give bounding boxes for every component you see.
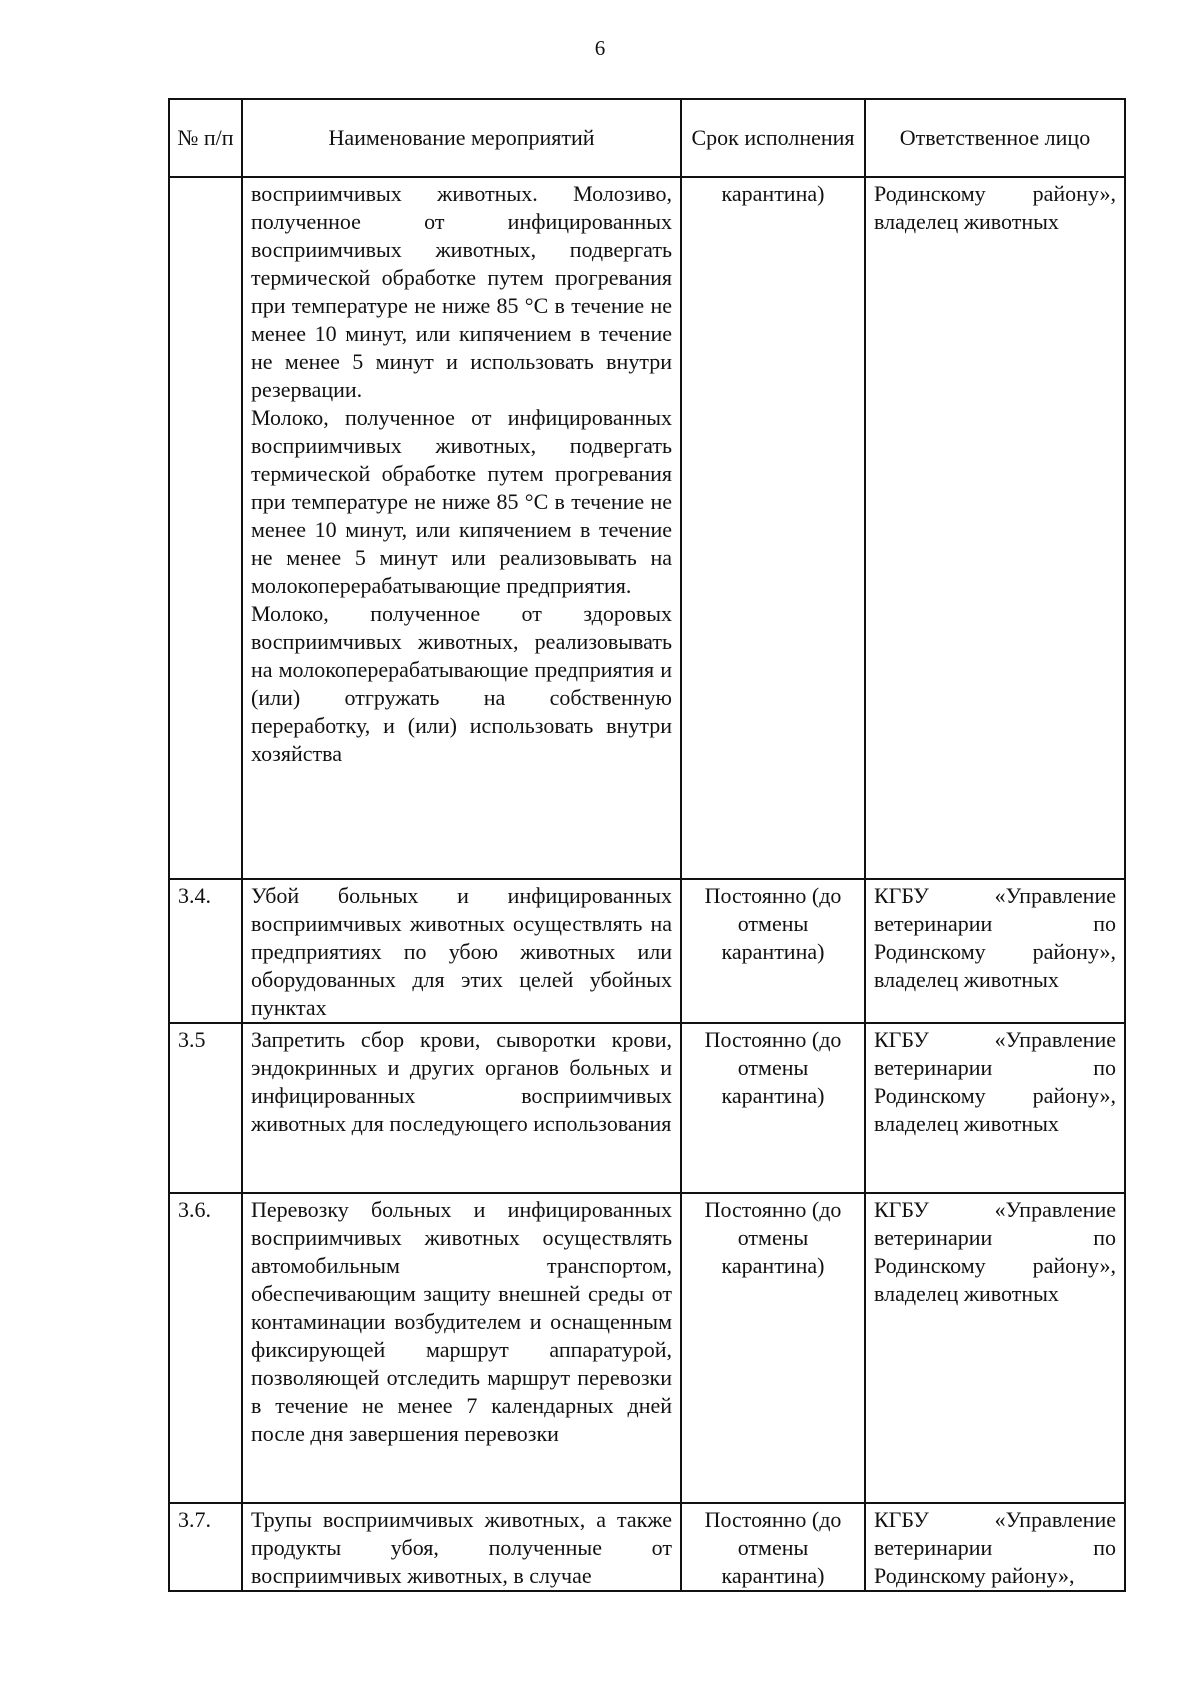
header-term: Срок исполнения [681,99,865,177]
row-term: Постоянно (до отмены карантина) [681,1193,865,1503]
responsible-text: КГБУ «Управление ветеринарии по Родинскому району», владелец животных [874,1027,1116,1136]
description-paragraph: Трупы восприимчивых животных, а также продукты убоя, полученные от восприимчивых животных, в случае [251,1507,672,1588]
table-row [169,1503,1125,1591]
row-description [242,177,681,879]
row-number [169,177,242,879]
row-description [242,1503,681,1591]
description-paragraph: Запретить сбор крови, сыворотки крови, эндокринных и других органов больных и инфицированных восприимчивых животных для последующего использования [251,1027,672,1136]
responsible-text: КГБУ «Управление ветеринарии по Родинскому району», [874,1507,1116,1588]
responsible-text: КГБУ «Управление ветеринарии по Родинскому району», владелец животных [874,1197,1116,1306]
description-paragraph: восприимчивых животных. Молозиво, полученное от инфицированных восприимчивых животных, подвергать термической обработке путем прогревания при температуре не ниже 85 °С в течение не менее 10 минут, или кипячением в течение не менее 5 минут и использовать внутри резервации. [251,181,672,402]
page-number: 6 [594,36,606,60]
row-description [242,1193,681,1503]
row-number: 3.7. [169,1503,242,1591]
row-description [242,1023,681,1193]
row-term: Постоянно (до отмены карантина) [681,879,865,1023]
table-header-row [169,99,1125,177]
responsible-text: КГБУ «Управление ветеринарии по Родинскому району», владелец животных [874,883,1116,992]
description-paragraph: Перевозку больных и инфицированных восприимчивых животных осуществлять автомобильным транспортом, обеспечивающим защиту внешней среды от контаминации возбудителем и оснащенным фиксирующей маршрут аппаратурой, позволяющей отследить маршрут перевозки в течение не менее 7 календарных дней после дня завершения перевозки [251,1197,672,1446]
row-description [242,879,681,1023]
header-number: № п/п [169,99,242,177]
row-responsible [865,1503,1125,1591]
description-paragraph: Убой больных и инфицированных восприимчивых животных осуществлять на предприятиях по убою животных или оборудованных для этих целей убойных пунктах [251,883,672,1020]
row-responsible [865,1023,1125,1193]
row-term: Постоянно (до отмены карантина) [681,1023,865,1193]
table-row [169,879,1125,1023]
description-paragraph: Молоко, полученное от здоровых восприимчивых животных, реализовывать на молокоперерабатывающие предприятия и (или) отгружать на собственную переработку, и (или) использовать внутри хозяйства [251,601,672,766]
row-number: 3.6. [169,1193,242,1503]
row-number: 3.4. [169,879,242,1023]
header-responsible: Ответственное лицо [865,99,1125,177]
row-responsible [865,177,1125,879]
row-responsible [865,1193,1125,1503]
table-row [169,1023,1125,1193]
measures-table [168,98,1126,1592]
description-paragraph: Молоко, полученное от инфицированных восприимчивых животных, подвергать термической обработке путем прогревания при температуре не ниже 85 °С в течение не менее 10 минут, или кипячением в течение не менее 5 минут или реализовывать на молокоперерабатывающие предприятия. [251,405,672,598]
header-measure-name: Наименование мероприятий [242,99,681,177]
table-row [169,177,1125,879]
responsible-text: Родинскому району», владелец животных [874,181,1116,234]
row-term: Постоянно (до отмены карантина) [681,1503,865,1591]
table-row [169,1193,1125,1503]
row-term: карантина) [681,177,865,879]
row-number: 3.5 [169,1023,242,1193]
row-responsible [865,879,1125,1023]
